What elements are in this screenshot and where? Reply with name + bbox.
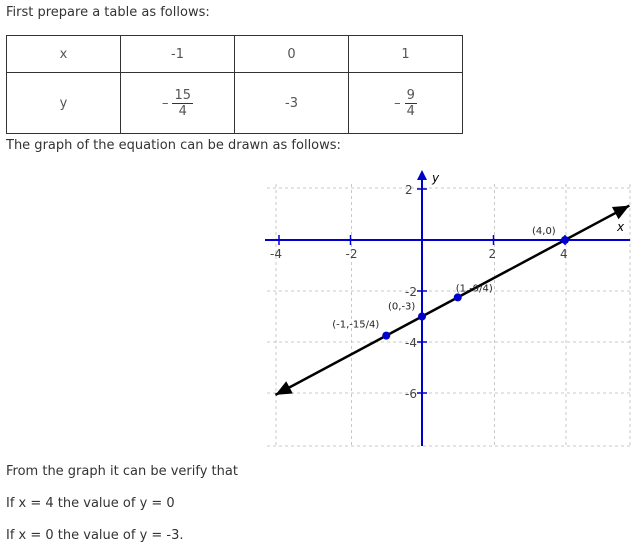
y-header-cell: y <box>7 73 121 134</box>
x-value-cell: 0 <box>235 36 349 73</box>
point-label: (0,-3) <box>388 301 416 313</box>
conclusion-line-2: If x = 4 the value of y = 0 <box>6 496 175 511</box>
conclusion-line-3: If x = 0 the value of y = -3. <box>6 528 184 543</box>
x-value-cell: -1 <box>121 36 235 73</box>
x-tick-label: -2 <box>345 247 358 261</box>
data-point <box>454 293 462 301</box>
fraction-numerator: 9 <box>406 87 415 103</box>
y-tick-label: 2 <box>405 183 413 197</box>
fraction-denominator: 4 <box>178 103 187 119</box>
fraction: – $\frac{9}{4}$ <box>394 87 415 119</box>
fraction-numerator: 15 <box>174 87 192 103</box>
graph-caption: The graph of the equation can be drawn as follows: <box>6 138 341 153</box>
x-tick-label: -4 <box>270 247 282 261</box>
y-tick-label: -6 <box>405 387 417 401</box>
y-axis-arrowhead <box>417 170 427 180</box>
intro-text: First prepare a table as follows: <box>6 5 210 20</box>
x-tick-label: 2 <box>488 247 497 261</box>
point-label: (-1,-15/4) <box>332 319 380 331</box>
fraction: – $\frac{15}{4}$ <box>161 87 192 119</box>
point-label: (4,0) <box>532 226 556 237</box>
data-point <box>382 332 390 340</box>
x-axis-label: x <box>617 220 625 234</box>
y-tick-label: -2 <box>405 285 417 299</box>
point-label: (1,-9/4) <box>455 283 493 295</box>
fraction-denominator: 4 <box>406 103 415 119</box>
x-tick-label: 4 <box>560 247 568 261</box>
y-tick-label: -4 <box>405 336 417 350</box>
y-axis-label: y <box>432 171 440 185</box>
data-point <box>561 236 569 244</box>
conclusion-line-1: From the graph it can be verify that <box>6 464 238 479</box>
x-value-cell: 1 <box>349 36 463 73</box>
data-point <box>418 313 426 321</box>
x-header-cell: x <box>7 36 121 73</box>
y-value-cell: -3 <box>235 73 349 134</box>
graph-line <box>275 206 629 395</box>
